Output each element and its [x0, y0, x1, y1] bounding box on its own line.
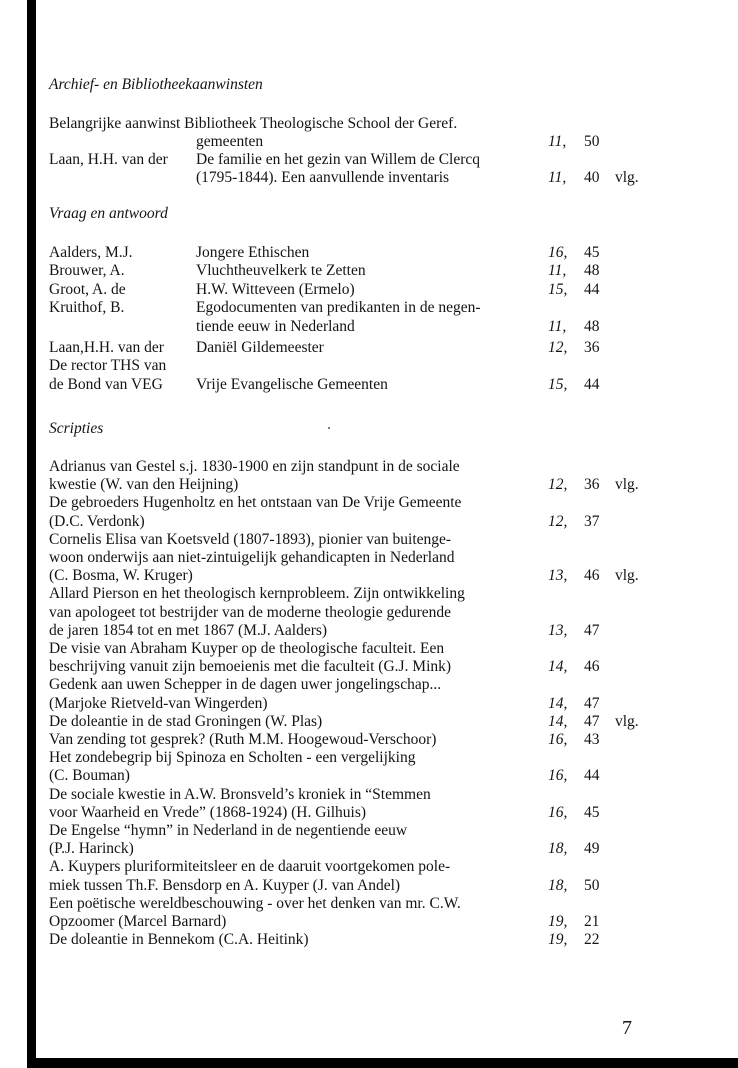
entry-text-line: (C. Bouman)	[49, 767, 130, 785]
entry-title-line: De familie en het gezin van Willem de Clercq	[196, 151, 481, 168]
entry-volume: 11,	[548, 133, 567, 150]
entry-page: 44	[584, 281, 600, 298]
entry-title: Egodocumenten van predikanten in de negen-	[196, 299, 481, 316]
entry-page: 45	[584, 803, 600, 821]
entry-text-line: Een poëtische wereldbeschouwing - over het denken van mr. C.W.	[49, 894, 461, 912]
entry-vlg: vlg.	[615, 169, 639, 186]
entry-volume: 16,	[548, 244, 568, 261]
entry-text-line: De doleantie in Bennekom (C.A. Heitink)	[49, 931, 309, 949]
entry-text-line: Van zending tot gesprek? (Ruth M.M. Hoogewoud-Verschoor)	[49, 731, 437, 748]
entry-text-line: (Marjoke Rietveld-van Wingerden)	[49, 694, 268, 712]
section-heading-scripties: Scripties	[49, 420, 104, 437]
entry-title-line: Belangrijke aanwinst Bibliotheek Theologische School der Geref.	[49, 115, 458, 132]
entry-volume: 18,	[548, 840, 568, 858]
section-heading-archief: Archief- en Bibliotheekaanwinsten	[49, 76, 263, 93]
entry-volume: 13,	[548, 621, 568, 639]
entry-text-line: Opzoomer (Marcel Barnard)	[49, 913, 227, 930]
entry-title: Jongere Ethischen	[196, 244, 310, 261]
entry-volume: 13,	[548, 567, 568, 585]
entry-text-line: (D.C. Verdonk)	[49, 512, 145, 530]
entry-volume: 11,	[548, 169, 567, 186]
entry-text-line: (C. Bosma, W. Kruger)	[49, 567, 193, 585]
entry-volume: 16,	[548, 767, 568, 785]
entry-text-line: Cornelis Elisa van Koetsveld (1807-1893), pionier van buitenge-	[49, 530, 452, 548]
entry-text-line: De doleantie in de stad Groningen (W. Plas)	[49, 712, 323, 730]
entry-page: 47	[584, 712, 600, 730]
section-heading-vraag: Vraag en antwoord	[49, 205, 168, 222]
entry-page: 47	[584, 621, 600, 639]
entry-volume: 12,	[548, 512, 568, 530]
left-border-bar	[27, 0, 36, 1068]
entry-text-line: woon onderwijs aan niet-zintuigelijk gehandicapten in Nederland	[49, 549, 455, 566]
entry-text-line: kwestie (W. van den Heijning)	[49, 476, 239, 494]
entry-volume: 15,	[548, 376, 568, 393]
entry-page: 37	[584, 512, 600, 530]
entry-text-line: De visie van Abraham Kuyper op de theologische faculteit. Een	[49, 640, 445, 657]
entry-volume: 15,	[548, 281, 568, 298]
entry-volume: 19,	[548, 931, 568, 949]
entry-page: 50	[584, 876, 600, 894]
entry-page: 47	[584, 694, 600, 712]
entry-page: 48	[584, 262, 600, 279]
entry-author: Laan,H.H. van der	[49, 339, 164, 356]
entry-text-line: voor Waarheid en Vrede” (1868-1924) (H. Gilhuis)	[49, 803, 367, 821]
stray-dot	[328, 427, 330, 429]
entry-vlg: vlg.	[615, 712, 639, 730]
entry-page: 46	[584, 658, 600, 676]
entry-page: 36	[584, 339, 600, 356]
entry-volume: 11,	[548, 318, 567, 335]
entry-title: Vluchtheuvelkerk te Zetten	[196, 262, 366, 279]
entry-text-line: De gebroeders Hugenholtz en het ontstaan van De Vrije Gemeente	[49, 494, 462, 512]
entry-volume: 14,	[548, 694, 568, 712]
entry-text-line: Het zondebegrip bij Spinoza en Scholten - een vergelijking	[49, 749, 416, 767]
entry-title: tiende eeuw in Nederland	[196, 318, 355, 335]
entry-text-line: (P.J. Harinck)	[49, 840, 134, 858]
entry-text-line: Allard Pierson en het theologisch kernprobleem. Zijn ontwikkeling	[49, 585, 465, 603]
entry-author: de Bond van VEG	[49, 376, 163, 393]
entry-volume: 16,	[548, 731, 568, 748]
entry-text-line: Gedenk aan uwen Schepper in de dagen uwer jongelingschap...	[49, 676, 442, 694]
entry-text-line: miek tussen Th.F. Bensdorp en A. Kuyper (J. van Andel)	[49, 876, 401, 894]
entry-page: 46	[584, 567, 600, 585]
entry-page: 22	[584, 931, 600, 949]
entry-title: H.W. Witteveen (Ermelo)	[196, 281, 355, 298]
entry-volume: 12,	[548, 476, 568, 494]
entry-page: 49	[584, 840, 600, 858]
entry-title: Vrije Evangelische Gemeenten	[196, 376, 388, 393]
entry-page: 50	[584, 133, 600, 150]
entry-text-line: De sociale kwestie in A.W. Bronsveld’s kroniek in “Stemmen	[49, 785, 431, 803]
entry-page: 48	[584, 318, 600, 335]
entry-title: Daniël Gildemeester	[196, 339, 324, 356]
entry-author: Laan, H.H. van der	[49, 151, 168, 168]
entry-volume: 18,	[548, 876, 568, 894]
entry-volume: 11,	[548, 262, 567, 279]
entry-author: Aalders, M.J.	[49, 244, 133, 261]
entry-volume: 14,	[548, 712, 568, 730]
entry-vlg: vlg.	[615, 567, 639, 585]
entry-volume: 14,	[548, 658, 568, 676]
entry-page: 21	[584, 913, 600, 930]
entry-volume: 19,	[548, 913, 568, 930]
entry-author: Brouwer, A.	[49, 262, 125, 279]
entry-page: 40	[584, 169, 600, 186]
entry-text-line: A. Kuypers pluriformiteitsleer en de daaruit voortgekomen pole-	[49, 858, 451, 876]
entry-page: 43	[584, 731, 600, 748]
entry-author: Kruithof, B.	[49, 299, 125, 316]
entry-text-line: beschrijving vanuit zijn bemoeienis met die faculteit (G.J. Mink)	[49, 658, 452, 676]
entry-text-line: Adrianus van Gestel s.j. 1830-1900 en zijn standpunt in de sociale	[49, 458, 460, 475]
entry-vlg: vlg.	[615, 476, 639, 494]
entry-volume: 12,	[548, 339, 568, 356]
entry-author: De rector THS van	[49, 357, 167, 374]
entry-page: 45	[584, 244, 600, 261]
entry-page: 36	[584, 476, 600, 494]
entry-volume: 16,	[548, 803, 568, 821]
entry-page: 44	[584, 767, 600, 785]
entry-author: Groot, A. de	[49, 281, 126, 298]
entry-title-line: (1795-1844). Een aanvullende inventaris	[196, 169, 450, 186]
page-number: 7	[622, 1017, 632, 1039]
entry-page: 44	[584, 376, 600, 393]
entry-title-line: gemeenten	[196, 133, 264, 150]
entry-text-line: van apologeet tot bestrijder van de moderne theologie gedurende	[49, 603, 451, 621]
entry-text-line: De Engelse “hymn” in Nederland in de negentiende eeuw	[49, 822, 408, 839]
entry-text-line: de jaren 1854 tot en met 1867 (M.J. Aalders)	[49, 621, 328, 639]
bottom-border-bar	[27, 1058, 738, 1068]
